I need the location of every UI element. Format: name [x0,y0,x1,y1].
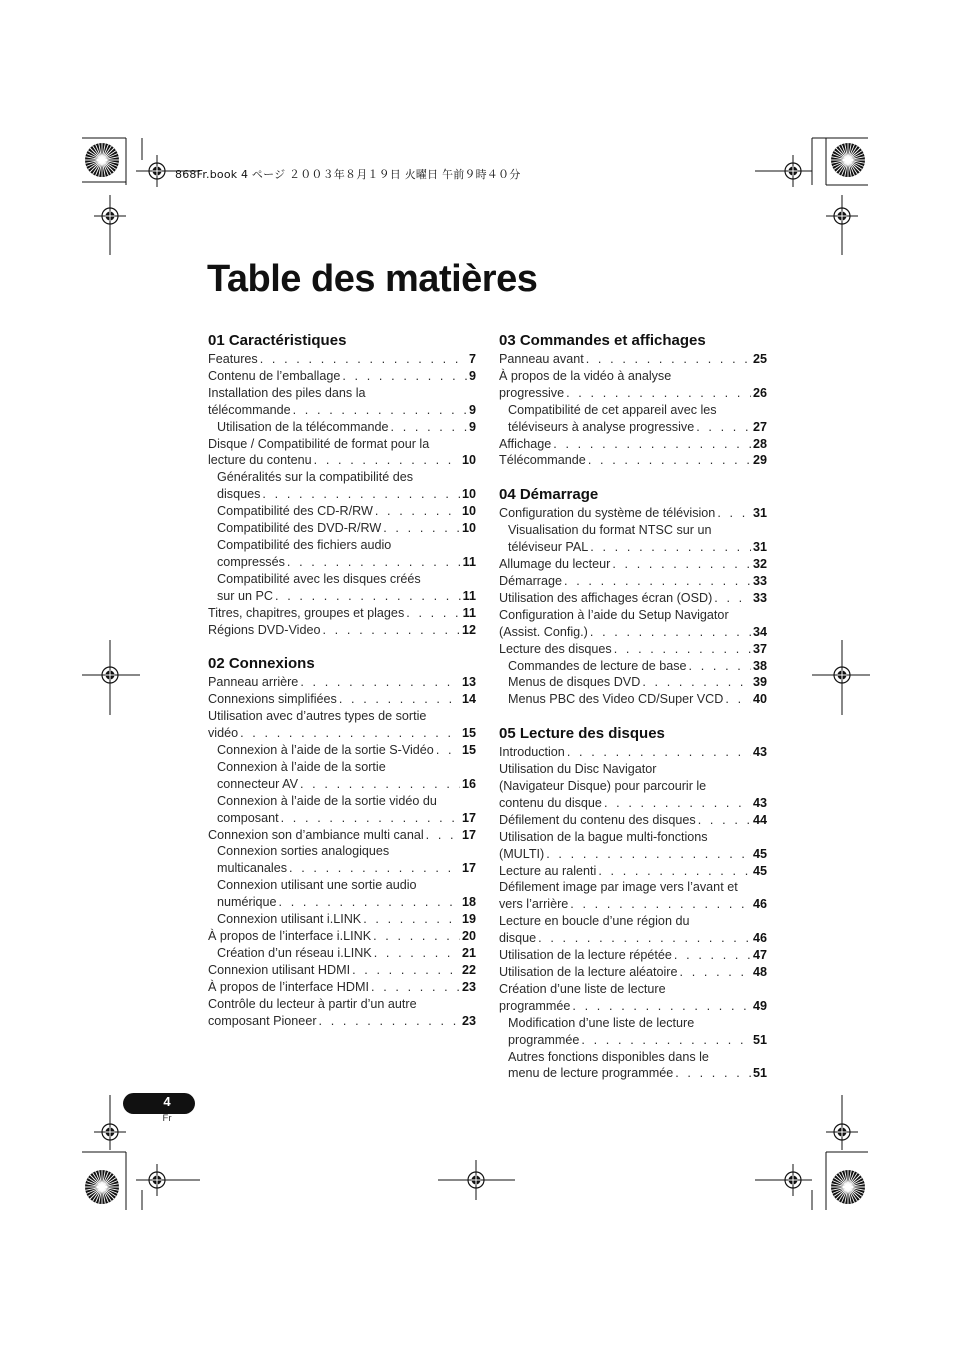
toc-entry-text: contenu du disque [499,795,602,810]
toc-entry-text: Menus de disques DVD [508,675,641,690]
toc-entry[interactable] [208,827,476,844]
toc-entry[interactable] [499,641,767,658]
toc-page-number: 12 [461,622,476,637]
dot-leader [340,368,467,385]
toc-entry[interactable] [208,622,476,639]
toc-entry-text: Défilement du contenu des disques [499,812,696,827]
toc-entry-text: multicanales [217,861,287,876]
dot-leader [536,930,751,947]
toc-entry-text: vidéo [208,726,239,741]
dot-leader [696,812,751,829]
toc-entry-text: Compatibilité des fichiers audio [217,537,392,552]
toc-entry[interactable] [208,605,476,622]
toc-entry-text: Lecture en boucle d’une région du [499,914,690,929]
toc-page-number: 46 [752,931,767,946]
dot-leader [369,979,460,996]
section-title: 05 Lecture des disques [499,725,665,743]
toc-page-number: 23 [461,1013,476,1028]
toc-page-number: 22 [461,962,476,977]
toc-page-number: 31 [752,540,767,555]
toc-entry[interactable] [499,436,767,453]
toc-entry[interactable] [499,879,767,913]
toc-entry[interactable] [208,708,476,742]
toc-page-number: 17 [461,861,476,876]
toc-page-number: 17 [461,810,476,825]
toc-entry[interactable] [208,537,476,571]
toc-entry-text: Features [208,352,258,366]
toc-entry-text: Menus PBC des Video CD/Super VCD [508,692,724,707]
toc-page-number: 13 [461,675,476,690]
toc-entry[interactable] [499,812,767,829]
toc-entry-text: Utilisation de la lecture aléatoire [499,965,678,979]
toc-entry[interactable] [499,913,767,947]
toc-entry[interactable] [208,945,476,962]
dot-leader [602,795,751,812]
section-title: 01 Caractéristiques [208,332,347,349]
print-file-info: 868Fr.book 4 ページ ２００３年８月１９日 火曜日 午前９時４０分 [175,168,521,181]
dot-leader [579,1032,751,1049]
dot-leader [673,1065,751,1082]
toc-entry-text: Démarrage [499,573,562,588]
toc-entry[interactable] [208,928,476,945]
toc-entry-text: Configuration à l’aide du Setup Navigator [499,607,729,622]
toc-entry-text: Commandes de lecture de base [508,658,687,673]
toc-page-number: 48 [752,965,767,979]
toc-entry-text: Contrôle du lecteur à partir d’un autre [208,996,417,1011]
toc-page-number: 10 [461,504,476,519]
toc-entry-text: Défilement image par image vers l’avant et [499,880,738,895]
toc-page-number: 51 [752,1032,767,1047]
toc-entry[interactable] [208,469,476,503]
toc-page-number: 9 [468,368,476,383]
toc-entry[interactable] [499,590,767,607]
toc-entry-text: Régions DVD-Video [208,622,321,637]
toc-page-number: 11 [462,605,476,620]
dot-leader [273,588,461,605]
toc-entry-text: téléviseurs à analyse progressive [508,419,695,434]
dot-leader [389,419,467,436]
toc-entry[interactable] [208,691,476,708]
toc-entry[interactable] [499,744,767,761]
toc-entry[interactable] [499,658,767,675]
toc-entry-text: Connexion à l’aide de la sortie S-Vidéo [217,743,434,758]
toc-page-number: 43 [752,795,767,810]
toc-page-number: 15 [461,743,476,758]
dot-leader [672,947,751,964]
toc-entry-text: Utilisation avec d’autres types de sortie [208,709,427,724]
toc-column-right [499,333,767,1100]
dot-leader [285,554,461,571]
toc-page-number: 45 [752,846,767,861]
toc-entry-text: Connexion son d’ambiance multi canal [208,827,424,842]
dot-leader [551,436,751,453]
toc-page-number: 10 [461,487,476,502]
dot-leader [238,725,460,742]
toc-entry-text: Connexions simplifiées [208,692,337,707]
toc-entry[interactable] [208,996,476,1030]
toc-entry-text: programmée [499,998,571,1013]
toc-entry[interactable] [208,877,476,911]
page-language: Fr [162,1113,172,1124]
toc-entry-text: Connexion à l’aide de la sortie vidéo du [217,793,437,808]
dot-leader [277,894,460,911]
toc-entry-text: Connexion utilisant une sortie audio [217,878,417,893]
toc-entry[interactable] [208,351,476,368]
toc-page-number: 20 [461,929,476,943]
toc-entry-text: sur un PC [217,588,273,603]
toc-entry[interactable] [208,911,476,928]
toc-entry[interactable] [208,742,476,759]
dot-leader [584,351,751,368]
toc-page-number: 39 [752,675,767,690]
dot-leader [562,573,751,590]
toc-entry[interactable] [208,419,476,436]
toc-entry-text: disques [217,487,261,502]
toc-entry-text: Création d’une liste de lecture [499,981,666,996]
toc-page-number: 26 [752,385,767,400]
dot-leader [291,402,467,419]
dot-leader [568,896,751,913]
dot-leader [373,503,460,520]
toc-entry[interactable] [499,964,767,981]
toc-entry[interactable] [499,761,767,812]
toc-entry-text: programmée [508,1032,580,1047]
toc-entry-text: Visualisation du format NTSC sur un [508,523,712,538]
toc-entry-text: Contenu de l’emballage [208,368,341,383]
toc-entry-text: téléviseur PAL [508,540,589,555]
toc-entry[interactable] [499,1015,767,1049]
toc-page-number: 38 [752,658,767,673]
toc-page-number: 51 [752,1066,767,1081]
toc-entry[interactable] [499,674,767,691]
toc-page-number: 40 [752,692,767,707]
dot-leader [298,674,460,691]
toc-page-number: 9 [468,419,476,434]
toc-page-number: 49 [752,998,767,1013]
toc-entry-text: Introduction [499,745,565,760]
toc-entry[interactable] [208,520,476,537]
dot-leader [258,351,467,368]
dot-leader [434,742,460,759]
toc-page-number: 11 [462,554,476,569]
toc-page-number: 29 [752,453,767,468]
toc-entry-text: À propos de l’interface HDMI [208,979,369,994]
toc-entry[interactable] [499,1049,767,1083]
toc-entry[interactable] [499,556,767,573]
toc-page-number: 17 [461,827,476,842]
dot-leader [610,556,751,573]
toc-page-number: 23 [461,979,476,994]
toc-entry-text: (MULTI) [499,846,545,861]
toc-entry-text: Utilisation de la bague multi-fonctions [499,829,708,844]
toc-entry-text: numérique [217,895,277,910]
toc-page-number: 37 [752,641,767,656]
toc-entry[interactable] [499,351,767,368]
toc-entry[interactable] [208,793,476,827]
dot-leader [372,945,460,962]
toc-page-number: 46 [752,897,767,912]
toc-entry-text: Connexion utilisant HDMI [208,962,351,977]
toc-entry-text: Disque / Compatibilité de format pour la [208,436,430,451]
toc-page-number: 31 [752,506,767,521]
toc-entry-text: compressés [217,554,285,569]
toc-entry[interactable] [499,691,767,708]
dot-leader [320,622,460,639]
toc-entry-text: lecture du contenu [208,453,312,468]
dot-leader [723,691,751,708]
toc-entry-text: Compatibilité des DVD-R/RW [217,521,382,536]
dot-leader [544,846,751,863]
toc-entry[interactable] [208,368,476,385]
dot-leader [570,998,751,1015]
toc-entry-text: composant [217,810,279,825]
toc-page-number: 27 [752,419,767,434]
toc-entry[interactable] [499,452,767,469]
toc-entry-text: Compatibilité de cet appareil avec les [508,402,717,417]
toc-entry-text: Compatibilité avec les disques créés [217,571,421,586]
toc-entry-text: Utilisation de la télécommande [217,419,389,434]
toc-entry[interactable] [208,962,476,979]
dot-leader [586,452,751,469]
toc-page-number: 34 [752,624,767,639]
toc-entry-text: Connexion utilisant i.LINK [217,912,362,927]
toc-entry[interactable] [499,402,767,436]
dot-leader [404,605,460,622]
toc-entry[interactable] [208,385,476,419]
toc-page-number: 33 [752,573,767,588]
toc-entry-text: Compatibilité des CD-R/RW [217,504,373,519]
toc-page-number: 25 [752,352,767,366]
toc-entry[interactable] [499,981,767,1015]
toc-entry-text: menu de lecture programmée [508,1066,674,1081]
toc-entry-text: Modification d’une liste de lecture [508,1015,695,1030]
toc-entry-text: télécommande [208,402,291,417]
toc-section [208,333,476,638]
dot-leader [424,827,460,844]
section-title: 04 Démarrage [499,486,599,504]
toc-entry-text: Utilisation de la lecture répétée [499,948,672,963]
dot-leader [371,928,460,945]
dot-leader [678,964,751,981]
toc-entry-text: Utilisation du Disc Navigator [499,762,657,777]
dot-leader [361,911,460,928]
toc-page-number: 47 [752,948,767,963]
toc-entry[interactable] [208,436,476,470]
dot-leader [596,863,751,880]
toc-section [499,487,767,708]
dot-leader [687,658,751,675]
toc-entry-text: Titres, chapitres, groupes et plages [208,605,405,620]
toc-entry-text: vers l’arrière [499,897,569,912]
dot-leader [564,385,751,402]
toc-page-number: 10 [461,521,476,536]
toc-page-number: 9 [468,402,476,417]
toc-entry-text: connecteur AV [217,776,298,791]
toc-entry[interactable] [499,829,767,863]
toc-page-number: 43 [752,745,767,760]
toc-entry-text: Panneau avant [499,352,584,366]
toc-page-number: 7 [468,352,476,366]
toc-section [499,333,767,469]
toc-page-number: 45 [752,863,767,878]
toc-entry-text: progressive [499,385,565,400]
page-title: Table des matières [207,258,538,300]
toc-page-number: 16 [461,776,476,791]
toc-section [208,656,476,1029]
toc-page-number: 14 [461,692,476,707]
toc-page-number: 19 [461,912,476,927]
toc-entry-text: Autres fonctions disponibles dans le [508,1049,709,1064]
toc-section [499,726,767,1082]
dot-leader [588,539,751,556]
toc-entry[interactable] [208,571,476,605]
toc-entry-text: composant Pioneer [208,1013,317,1028]
dot-leader [337,691,460,708]
dot-leader [279,810,460,827]
toc-entry-text: Allumage du lecteur [499,557,611,572]
dot-leader [715,505,751,522]
toc-entry-text: Installation des piles dans la [208,385,366,400]
toc-page-number: 28 [752,436,767,451]
toc-entry-text: Lecture des disques [499,641,612,656]
section-title: 02 Connexions [208,655,315,673]
section-title: 03 Commandes et affichages [499,332,706,349]
page-number: 4 [163,1094,171,1109]
toc-entry-text: (Assist. Config.) [499,624,588,639]
toc-entry[interactable] [499,607,767,641]
toc-page-number: 21 [461,945,476,960]
toc-entry-text: Configuration du système de télévision [499,506,716,521]
dot-leader [317,1013,460,1030]
toc-entry[interactable] [208,674,476,691]
dot-leader [612,641,751,658]
dot-leader [694,419,751,436]
toc-entry[interactable] [208,503,476,520]
toc-page-number: 33 [752,590,767,605]
toc-column-left [208,333,476,1047]
toc-entry[interactable] [499,863,767,880]
dot-leader [298,776,460,793]
dot-leader [640,674,751,691]
toc-entry-text: Connexion sorties analogiques [217,844,390,859]
toc-page-number: 32 [752,557,767,572]
dot-leader [565,744,751,761]
toc-entry[interactable] [499,505,767,522]
toc-page-number: 44 [752,812,767,827]
toc-entry-text: Création d’un réseau i.LINK [217,945,372,960]
toc-entry[interactable] [208,979,476,996]
dot-leader [381,520,460,537]
toc-entry-text: disque [499,931,537,946]
dot-leader [712,590,751,607]
toc-entry-text: Utilisation des affichages écran (OSD) [499,590,713,605]
toc-entry[interactable] [208,759,476,793]
toc-entry[interactable] [499,573,767,590]
dot-leader [260,486,460,503]
dot-leader [350,962,460,979]
toc-page-number: 11 [462,588,476,603]
dot-leader [312,452,460,469]
toc-page-number: 10 [461,453,476,468]
toc-entry-text: Télécommande [499,453,586,468]
toc-entry-text: Lecture au ralenti [499,863,597,878]
toc-page-number: 15 [461,726,476,741]
toc-entry-text: Affichage [499,436,552,451]
toc-entry-text: À propos de l’interface i.LINK [208,929,372,943]
toc-page-number: 18 [461,895,476,910]
toc-entry[interactable] [499,947,767,964]
toc-entry[interactable] [499,368,767,402]
dot-leader [588,624,751,641]
dot-leader [287,860,460,877]
toc-entry-text: (Navigateur Disque) pour parcourir le [499,779,707,794]
toc-entry-text: À propos de la vidéo à analyse [499,368,672,383]
toc-entry-text: Panneau arrière [208,675,299,690]
toc-entry[interactable] [499,522,767,556]
toc-entry[interactable] [208,843,476,877]
toc-entry-text: Connexion à l’aide de la sortie [217,759,386,774]
toc-entry-text: Généralités sur la compatibilité des [217,470,413,485]
